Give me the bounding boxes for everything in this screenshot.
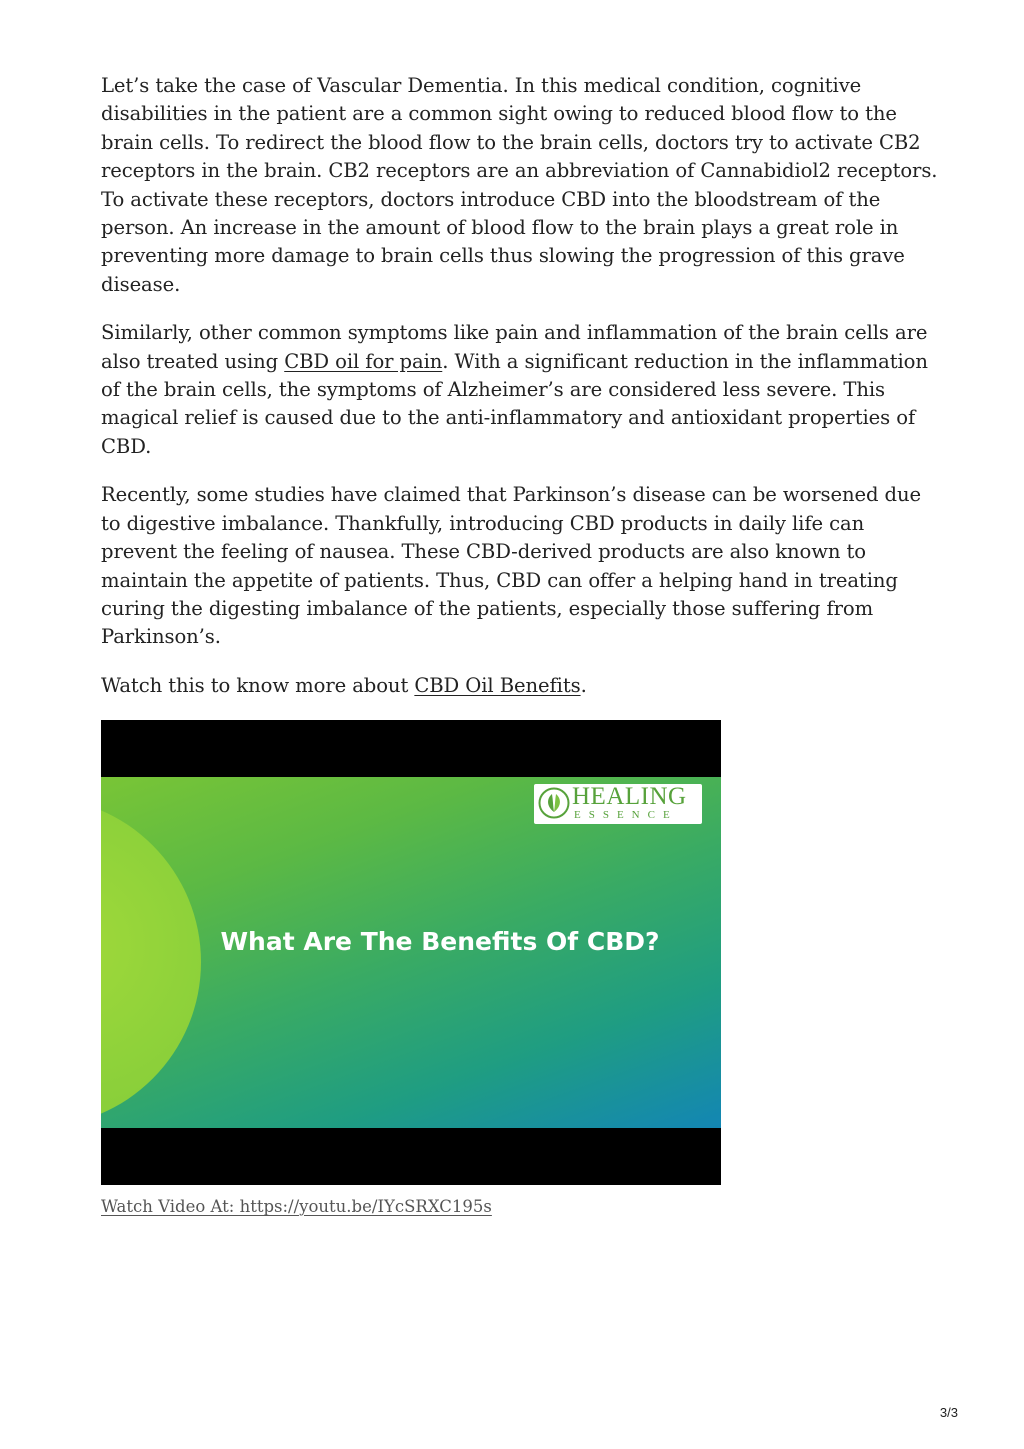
logo-wordmark: HEALING <box>572 783 687 811</box>
paragraph-text: Watch this to know more about <box>101 673 415 697</box>
leaf-circle-icon <box>538 787 570 819</box>
cbd-oil-for-pain-link[interactable]: CBD oil for pain <box>284 349 443 373</box>
paragraph-pain-inflammation <box>101 319 941 461</box>
video-title: What Are The Benefits Of CBD? <box>220 927 660 957</box>
paragraph-parkinsons: Recently, some studies have claimed that Parkinson’s disease can be worsened due to digestive imbalance. Thankfully, introducing CBD products in daily life can prevent the feeling of nausea. These CBD-derived products are also known to maintain the appetite of patients. Thus, CBD can offer a helping hand in treating curing the digesting imbalance of the patients, especially those suffering from Parkinson’s. <box>101 483 922 649</box>
logo-subtitle: ESSENCE <box>574 809 678 822</box>
paragraph-text: . <box>580 673 587 697</box>
cbd-oil-benefits-link[interactable]: CBD Oil Benefits <box>414 673 581 697</box>
page-number: 3/3 <box>939 1405 958 1420</box>
paragraph-watch-more <box>101 672 941 700</box>
video-frame <box>101 777 721 1128</box>
video-caption <box>101 1197 941 1216</box>
paragraph-text: . With a significant reduction in the inflammation of the brain cells, the symptoms of Alzheimer’s are considered less severe. This magical relief is caused due to the anti-inflammatory and antioxidant properties of CBD. <box>101 349 928 458</box>
healing-essence-logo <box>534 784 702 824</box>
paragraph-text: Similarly, other common symptoms like pain and inflammation of the brain cells are also treated using <box>101 321 928 373</box>
paragraph-vascular-dementia: Let’s take the case of Vascular Dementia. In this medical condition, cognitive disabilities in the patient are a common sight owing to reduced blood flow to the brain cells. To redirect the blood flow to the brain cells, doctors try to activate CB2 receptors in the brain. CB2 receptors are an abbreviation of Cannabidiol2 receptors. To activate these receptors, doctors introduce CBD into the bloodstream of the person. An increase in the amount of blood flow to the brain plays a great role in preventing more damage to brain cells thus slowing the progression of this grave disease. <box>101 74 938 296</box>
video-thumbnail[interactable] <box>101 720 721 1185</box>
decorative-circle <box>101 797 201 1127</box>
article-content <box>101 72 941 1216</box>
video-url-link[interactable]: Watch Video At: https://youtu.be/IYcSRXC195s <box>101 1197 492 1217</box>
